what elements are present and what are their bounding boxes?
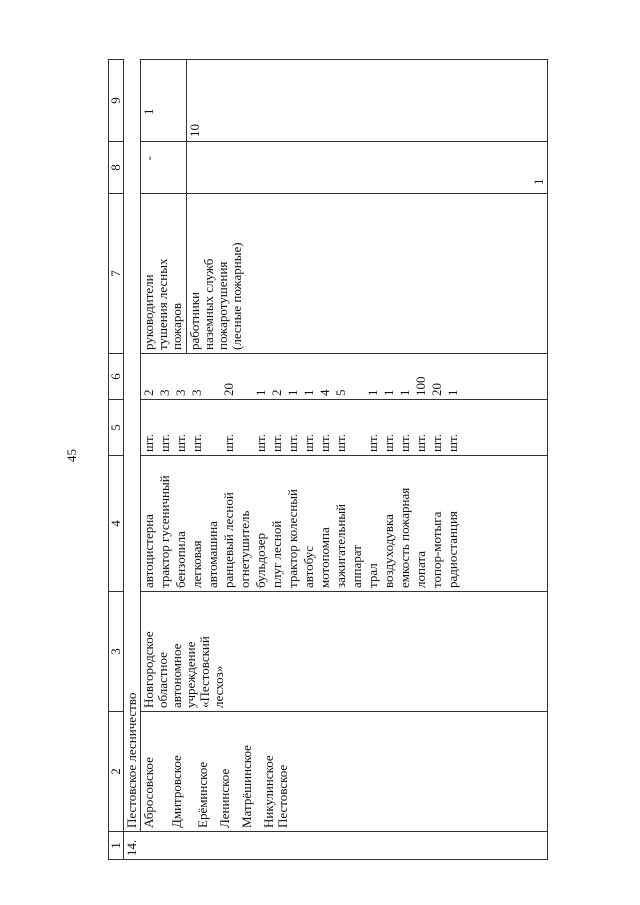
equipment-unit: шт. [157,434,172,452]
org-line-4: учреждение [183,641,198,708]
equipment-name: бульдозер [253,533,268,588]
equipment-unit: шт. [253,434,268,452]
equipment-qty: 2 [269,389,284,396]
equipment-name: мотопомпа [317,527,332,588]
personnel-managers [141,194,187,354]
equipment-qty: 4 [317,389,332,396]
personnel-2-line-4: (лесные пожарные) [229,242,244,350]
equipment-qty: 3 [189,389,204,396]
equipment-name: трактор колесный [285,489,300,588]
header-col-4: 4 [109,456,124,592]
equipment-qty: 1 [397,389,412,396]
rotated-table-container [108,60,588,860]
section-title-row [124,60,141,860]
equipment-unit: шт. [269,434,284,452]
equipment-name: зажигательный [333,503,348,588]
equipment-qty: 5 [333,389,348,396]
equipment-qty [350,357,366,396]
page-number: 45 [64,449,79,462]
header-col-1: 1 [109,832,124,860]
equipment-name: емкость пожарная [397,487,412,588]
organization-cell [141,592,548,712]
personnel-1-line-2: тушения лесных [155,258,170,350]
equipment-unit: шт. [445,434,460,452]
equipment-qty: 20 [221,383,236,396]
equipment-unit [206,403,222,452]
personnel-1-line-3: пожаров [169,302,184,350]
equipment-qty: 1 [301,389,316,396]
equipment-cell [141,456,548,592]
equipment-unit: шт. [429,434,444,452]
equipment-unit: шт. [301,434,316,452]
personnel-2-col8: 1 [187,142,548,194]
equipment-qty: 100 [413,376,428,396]
equipment-name: аппарат [349,545,364,588]
equipment-qty: 1 [285,389,300,396]
equipment-unit: шт. [173,434,188,452]
personnel-2-col9: 10 [187,60,548,142]
district-7: Пестовское [275,764,290,828]
section-title: Пестовское лесничество [124,60,141,832]
equipment-name: бензопила [173,531,188,588]
equipment-unit [238,403,254,452]
personnel-ground [187,194,548,354]
equipment-unit: шт. [285,434,300,452]
header-col-9: 9 [109,60,124,142]
header-col-7: 7 [109,194,124,354]
header-col-8: 8 [109,142,124,194]
equipment-qty: 1 [253,389,268,396]
district-1: Абросовское [141,757,156,828]
equipment-qty: 2 [141,389,156,396]
equipment-qty [206,357,222,396]
equipment-qty: 1 [365,389,380,396]
equipment-unit: шт. [413,434,428,452]
personnel-2-line-2: наземных служб [201,258,216,350]
equipment-unit [350,403,366,452]
equipment-unit: шт. [397,434,412,452]
equipment-qty: 3 [157,389,172,396]
equipment-qty: 1 [381,389,396,396]
equipment-name: трал [365,563,380,588]
equipment-name: лопата [413,551,428,588]
equipment-qty [238,357,254,396]
equipment-name: легковая [189,540,204,588]
district-6: Никулинское [261,755,276,828]
org-line-3: автономное [169,643,184,708]
equipment-qty: 3 [173,389,188,396]
header-col-5: 5 [109,400,124,456]
district-3: Ерёминское [195,761,210,828]
equipment-name: плуг лесной [269,520,284,588]
unit-cell [141,400,548,456]
section-number: 14. [124,832,548,860]
equipment-name: автоцистерна [141,514,156,588]
equipment-name: топор-мотыга [429,511,444,588]
org-line-6: лесхоз» [211,665,226,708]
equipment-unit: шт. [189,434,204,452]
district-4: Ленинское [217,768,232,828]
districts-cell [141,712,548,832]
personnel-2-line-1: работники [187,291,202,350]
equipment-name: трактор гусеничный [157,475,172,588]
equipment-name: автомашина [205,521,220,588]
personnel-1-col8: - [141,142,187,194]
equipment-unit: шт. [381,434,396,452]
fire-resources-table [108,59,548,860]
equipment-name: автобус [301,546,316,588]
org-line-2: областное [155,652,170,708]
personnel-2-line-3: пожаротушения [215,261,230,350]
row-managers [141,60,187,860]
equipment-name: огнетушитель [237,510,252,588]
header-col-3: 3 [109,592,124,712]
district-2: Дмитровское [169,755,184,828]
equipment-unit: шт. [333,434,348,452]
equipment-name: радиостанция [445,511,460,588]
equipment-unit: шт. [221,434,236,452]
equipment-unit: шт. [141,434,156,452]
org-line-1: Новгородское [141,631,156,708]
equipment-name: ранцевый лесной [221,492,236,588]
header-col-2: 2 [109,712,124,832]
header-col-6: 6 [109,354,124,400]
equipment-unit: шт. [365,434,380,452]
equipment-unit: шт. [317,434,332,452]
equipment-qty: 1 [445,389,460,396]
equipment-qty: 20 [429,383,444,396]
qty-cell [141,354,548,400]
personnel-1-line-1: руководители [141,274,156,350]
personnel-1-col9: 1 [141,60,187,142]
org-line-5: «Пестовский [197,636,212,708]
district-5: Матрёшинское [239,745,254,828]
equipment-name: воздуходувка [381,514,396,588]
header-row [109,60,124,860]
